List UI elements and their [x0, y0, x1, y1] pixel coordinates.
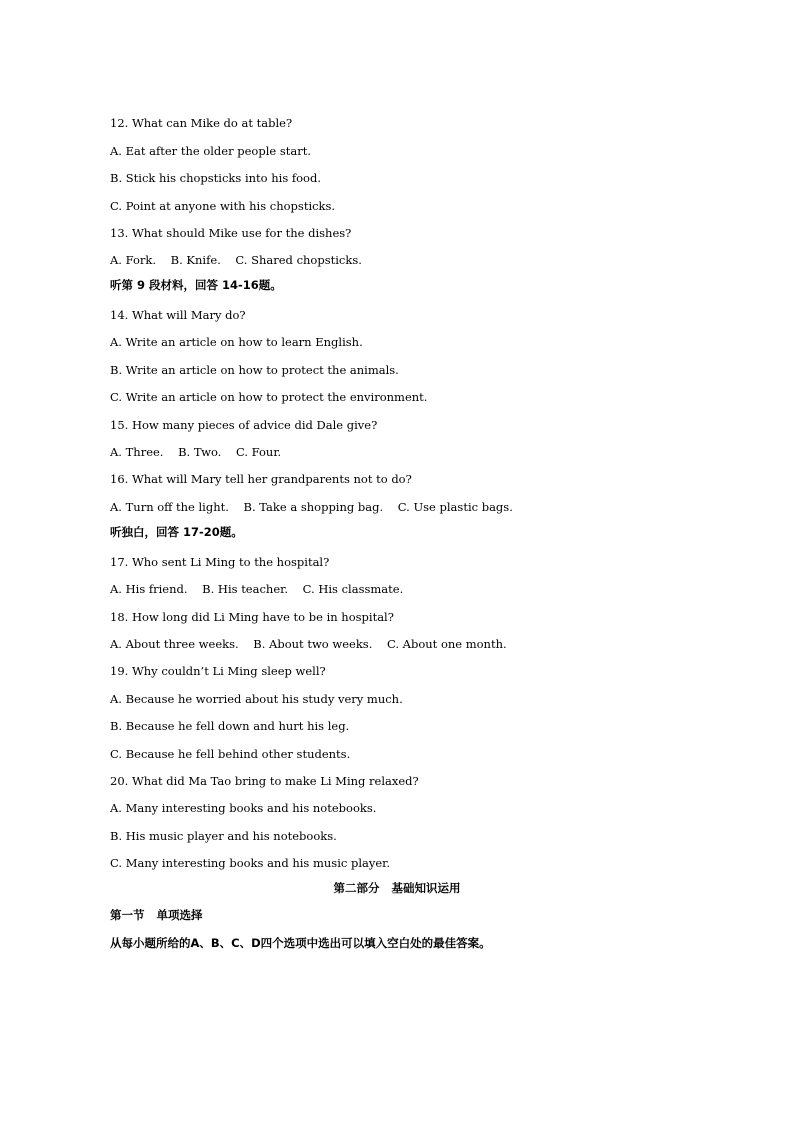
options-17: A. His friend. B. His teacher. C. His classmate. — [110, 582, 404, 596]
options-15: A. Three. B. Two. C. Four. — [110, 445, 282, 459]
option-12c: C. Point at anyone with his chopsticks. — [110, 199, 336, 213]
option-20a: A. Many interesting books and his notebooks. — [110, 801, 377, 815]
question-18: 18. How long did Li Ming have to be in hospital? — [110, 610, 394, 624]
options-18: A. About three weeks. B. About two weeks. C. About one month. — [110, 637, 507, 651]
option-14a: A. Write an article on how to learn English. — [110, 335, 363, 349]
option-20b: B. His music player and his notebooks. — [110, 829, 337, 843]
question-14: 14. What will Mary do? — [110, 308, 246, 322]
question-19: 19. Why couldn’t Li Ming sleep well? — [110, 664, 326, 678]
question-17: 17. Who sent Li Ming to the hospital? — [110, 555, 330, 569]
option-19b: B. Because he fell down and hurt his leg. — [110, 719, 350, 733]
section-one-title: 第一节 单项选择 — [110, 908, 203, 922]
question-13: 13. What should Mike use for the dishes? — [110, 226, 352, 240]
question-15: 15. How many pieces of advice did Dale give? — [110, 418, 378, 432]
option-12a: A. Eat after the older people start. — [110, 144, 311, 158]
question-12: 12. What can Mike do at table? — [110, 116, 293, 130]
section-one-instructions: 从每小题所给的A、B、C、D四个选项中选出可以填入空白处的最佳答案。 — [110, 936, 491, 950]
option-19a: A. Because he worried about his study very much. — [110, 692, 403, 706]
option-14c: C. Write an article on how to protect the environment. — [110, 390, 428, 404]
options-16: A. Turn off the light. B. Take a shopping bag. C. Use plastic bags. — [110, 500, 513, 514]
question-16: 16. What will Mary tell her grandparents not to do? — [110, 472, 412, 486]
question-20: 20. What did Ma Tao bring to make Li Ming relaxed? — [110, 774, 419, 788]
option-20c: C. Many interesting books and his music player. — [110, 856, 391, 870]
option-19c: C. Because he fell behind other students. — [110, 747, 351, 761]
section-header-14-16: 听第 9 段材料，回答 14-16题。 — [110, 278, 282, 292]
option-12b: B. Stick his chopsticks into his food. — [110, 171, 321, 185]
section-header-17-20: 听独白，回答 17-20题。 — [110, 525, 243, 539]
options-13: A. Fork. B. Knife. C. Shared chopsticks. — [110, 253, 362, 267]
option-14b: B. Write an article on how to protect the animals. — [110, 363, 399, 377]
part-two-title: 第二部分 基础知识运用 — [333, 881, 461, 895]
